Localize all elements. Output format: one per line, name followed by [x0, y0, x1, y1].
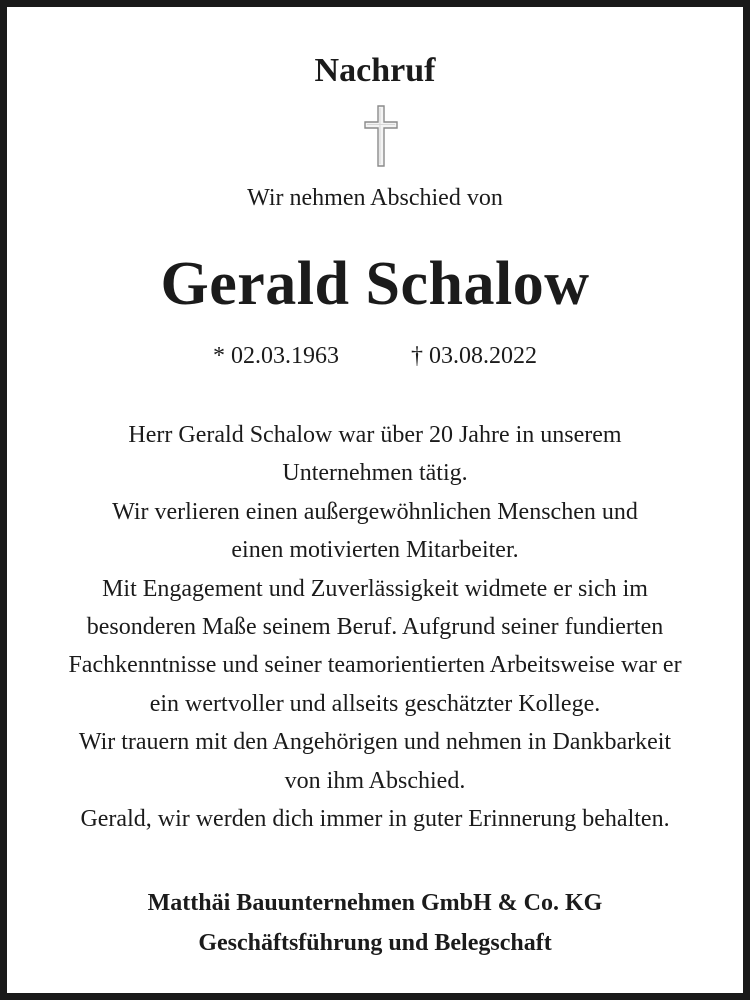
- cross-icon: [363, 104, 399, 168]
- company-name: Matthäi Bauunternehmen GmbH & Co. KG: [147, 890, 603, 916]
- text-line: Mit Engagement und Zuverlässigkeit widmete er sich im: [102, 575, 648, 602]
- signature-group: Geschäftsführung und Belegschaft: [198, 930, 552, 956]
- text-line: Unternehmen tätig.: [282, 460, 468, 487]
- birth-date: * 02.03.1963: [213, 343, 339, 369]
- text-line: von ihm Abschied.: [284, 767, 466, 794]
- text-line: Wir verlieren einen außergewöhnlichen Menschen und: [112, 498, 638, 525]
- death-date: † 03.08.2022: [411, 343, 537, 369]
- life-dates: [7, 341, 743, 371]
- text-line: Wir trauern mit den Angehörigen und nehmen in Dankbarkeit: [78, 729, 672, 756]
- deceased-name: Gerald Schalow: [160, 250, 590, 318]
- signature-block: [7, 883, 743, 963]
- text-line: Herr Gerald Schalow war über 20 Jahre in unserem: [128, 422, 622, 448]
- intro-text: Wir nehmen Abschied von: [247, 185, 503, 211]
- notice-heading: Nachruf: [314, 52, 436, 89]
- text-line: einen motivierten Mitarbeiter.: [231, 537, 519, 564]
- text-line: besonderen Maße seinem Beruf. Aufgrund seiner fundierten: [86, 614, 664, 641]
- text-line: ein wertvoller und allseits geschätzter Kollege.: [149, 690, 601, 717]
- text-line: Fachkenntnisse und seiner teamorientierten Arbeitsweise war er: [68, 652, 682, 679]
- obituary-text: [27, 416, 723, 838]
- text-line: Gerald, wir werden dich immer in guter Erinnerung behalten.: [80, 806, 670, 833]
